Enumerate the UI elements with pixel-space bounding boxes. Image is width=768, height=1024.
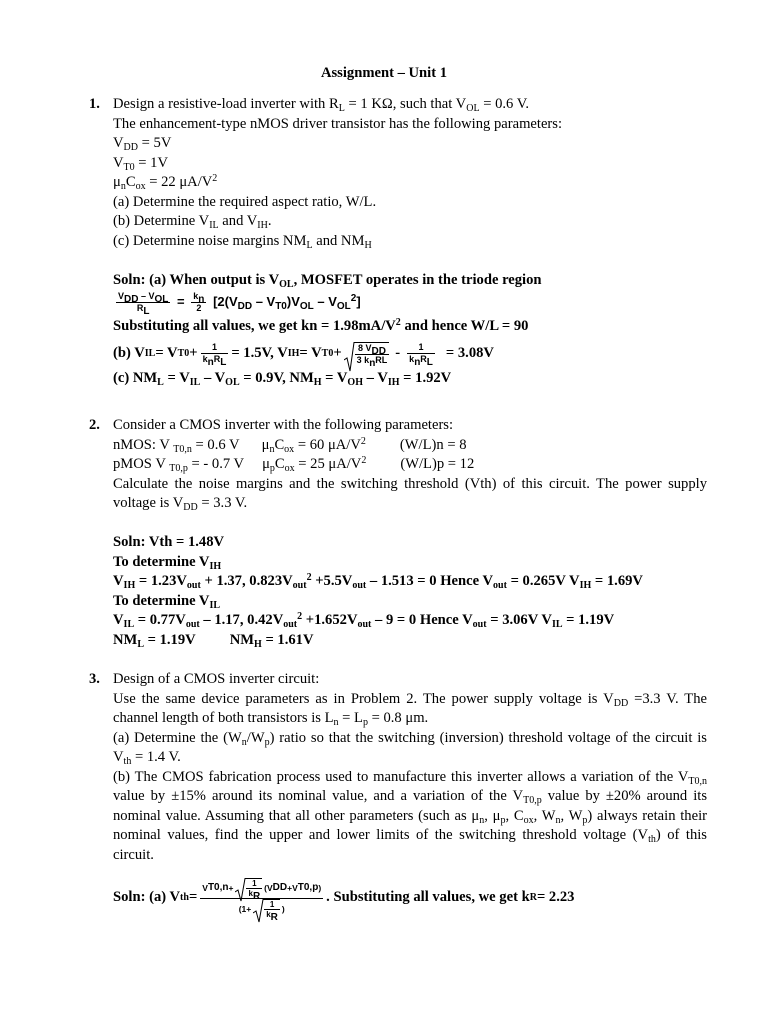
fraction-vth-formula: V T0,n + $\frac{1}{k_R}$ (V DD +V T0,p ) (1+ $\frac{1}{k_R}$ ) [202, 878, 322, 923]
square-root-1-over-kr-2: $\frac{1}{k_R}$ [253, 899, 280, 919]
problem-3-number: 3. [89, 671, 100, 687]
square-root-8vdd: $\frac{8 V_{DD}}{3 k_nRL}$ [344, 342, 390, 366]
p1-question-b: (b) Determine $V_{IL}$ and $V_{IH}$. [113, 213, 272, 231]
problem-3 [113, 670, 707, 925]
p3-solution: Soln: (a) V th = V T0,n + $\frac{1}{k_R}$ (V DD +V T0,p ) (1+ $\frac{1}{k_R}$ ) . Substituting all values, we get k R = 2.23 [113, 878, 575, 923]
p2-vil-equation: $V_{IL} = 0.77V_{out} - 1.17$, $0.42V_{out}^2 +1.652V_{out} - 9 = 0$ Hence $V_{out} = 3.06V$ $V_{IL} = 1.19V$ [113, 611, 615, 630]
p1-solution-heading: Soln: (a) When output is $V_{OL}$, MOSFET operates in the triode region [113, 271, 542, 290]
p1-vil-vih: (b) V IL = V T0 + $\frac{1}{k_nR_L}$ = 1.5V, V IH = V T0 + $\frac{8 V_{DD}}{3 k_nRL}$ - $\frac{1}{k_nR_L}$ = 3.08V [113, 339, 707, 369]
p2-determine-vil: To determine $V_{IL}$ [113, 592, 221, 611]
p1-vdd: $V_{DD} = 5V$ [113, 135, 172, 153]
p1-substitution: Substituting all values, we get kn = $1.98mA/V^2$ and hence W/L = 90 [113, 317, 529, 334]
p3-question-a: (a) Determine the $(W_n/W_p)$ ratio so that the switching (inversion) threshold voltage of the circuit is $V_{th} = 1.4$ V. [113, 729, 707, 767]
fraction-1-over-knrl: $\frac{1}{k_nR_L}$ [202, 342, 227, 368]
p2-calculate: Calculate the noise margins and the switching threshold (Vth) of this circuit. The power supply voltage is $V_{DD} = 3.3$ V. [113, 475, 707, 513]
p2-noise-margins: $NM_L = 1.19V$ $NM_H = 1.61V$ [113, 631, 314, 650]
square-root-1-over-kr: $\frac{1}{k_R}$ [235, 878, 262, 898]
radical-sign-icon [344, 342, 355, 372]
p1-noise-margins: (c) $NM_L = V_{IL} - V_{OL} = 0.9V$, $NM_H = V_{OH} - V_{IH} = 1.92V$ [113, 369, 452, 388]
p3-question-b: (b) The CMOS fabrication process used to manufacture this inverter allows a variation of the $V_{T0,n}$ value by ±15% around its nominal value, and a variation of the $V_{T0,p}$ value by ±20% around its nominal value. Assuming that all other parameters (such as $\mu_n$, $\mu_p$, $C_{ox}$, $W_n$, $W_p$) always retain their nominal values, find the upper and lower limits of the switching threshold voltage $(V_{th})$ of this circuit. [113, 768, 707, 863]
p3-line-1: Design of a CMOS inverter circuit: [113, 671, 320, 687]
problem-1 [113, 95, 707, 388]
p1-question-a: (a) Determine the required aspect ratio, W/L. [113, 193, 377, 210]
p1-line-2: The enhancement-type nMOS driver transistor has the following parameters: [113, 115, 563, 132]
p1-mucox: $\mu_nC_{ox} = 22$ $\mu A/V^2$ [113, 173, 218, 192]
p3-line-2: Use the same device parameters as in Problem 2. The power supply voltage is $V_{DD} =3.3$ V. The channel length of both transistors is $L_n = L_p = 0.8$ μm. [113, 690, 707, 728]
p2-solution-vth: Soln: Vth = 1.48V [113, 534, 225, 550]
p2-vih-equation: $V_{IH} = 1.23V_{out} + 1.37$, $0.823V_{out}^2 +5.5V_{out} - 1.513 = 0$ Hence $V_{out} = 0.265V$ $V_{IH} = 1.69V$ [113, 572, 643, 591]
problem-2 [113, 416, 707, 650]
p1-vt0: $V_{T0} = 1V$ [113, 154, 169, 173]
radical-sign-icon [235, 878, 246, 902]
p2-pmos-params: pMOS V $_{T0,p}$ = - 0.7 V $\mu_pC_{ox} = 25$ $\mu A/V^2$ (W/L)p = 12 [113, 455, 475, 474]
problem-1-number: 1. [89, 96, 100, 112]
p1-intro: Design a resistive-load inverter with $R_L = 1$ KΩ, such that $V_{OL} = 0.6$ V. [113, 96, 530, 114]
fraction-vdd-vol-over-rl: $\frac{V_{DD} - V_{OL}}{R_L}$ [118, 291, 169, 317]
radical-sign-icon [253, 899, 264, 923]
p1-question-c: (c) Determine noise margins $NM_L$ and $NM_H$ [113, 232, 372, 251]
p2-determine-vih: To determine $V_{IH}$ [113, 553, 222, 572]
p2-line-1: Consider a CMOS inverter with the following parameters: [113, 417, 454, 433]
fraction-kn-over-2: $\frac{k_n}{2}$ [193, 291, 205, 313]
p2-nmos-params: nMOS: V $_{T0,n}$ = 0.6 V $\mu_nC_{ox} = 60$ $\mu A/V^2$ (W/L)n = 8 [113, 435, 467, 455]
page-title: Assignment – Unit 1 [320, 65, 448, 81]
problem-2-number: 2. [89, 417, 100, 433]
fraction-1-over-knrl-2: $\frac{1}{k_nR_L}$ [409, 342, 433, 368]
p1-triode-equation: $\frac{V_{DD} - V_{OL}}{R_L}$ = $\frac{k_n}{2}$ $[2(V_{DD} - V_{T0})V_{OL} - V_{OL}^2]$ [118, 291, 361, 317]
